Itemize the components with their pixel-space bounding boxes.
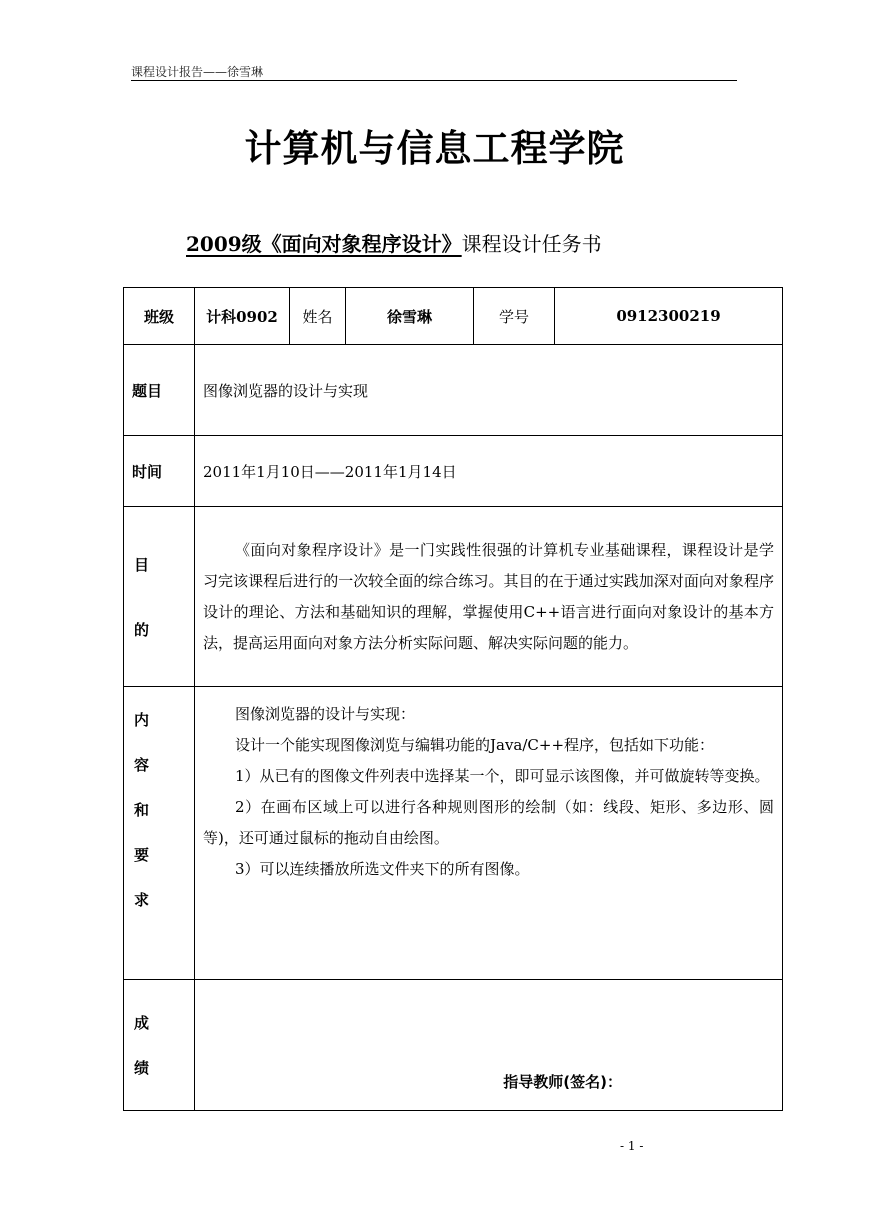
purpose-row: [124, 507, 783, 687]
document-title: 计算机与信息工程学院: [244, 127, 625, 170]
content-label: [124, 687, 195, 980]
purpose-text: 《面向对象程序设计》是一门实践性很强的计算机专业基础课程，课程设计是学习完该课程后进行的一次较全面的综合练习。其目的在于通过实践加深对面向对象程序设计的理论、方法和基础知识的理解，掌握使用C++语言进行面向对象设计的基本方法，提高运用面向对象方法分析实际问题、解决实际问题的能力。: [195, 507, 783, 687]
id-label: 学号: [474, 288, 555, 345]
task-table: [123, 287, 783, 1111]
content-label-char-1: 内: [134, 711, 150, 729]
page-number: - 1 -: [620, 1139, 644, 1153]
purpose-label: [124, 507, 195, 687]
teacher-signature-label: 指导教师(签名)：: [503, 1073, 622, 1091]
header-rule: [131, 80, 737, 81]
topic-value: 图像浏览器的设计与实现: [195, 345, 783, 436]
time-row: [124, 436, 783, 507]
name-label: 姓名: [290, 288, 346, 345]
content-line-1: 图像浏览器的设计与实现：: [235, 705, 416, 723]
purpose-label-char-1: 目: [134, 555, 150, 574]
topic-row: [124, 345, 783, 436]
content-line-2: 设计一个能实现图像浏览与编辑功能的Java/C++程序，包括如下功能：: [235, 736, 715, 754]
grade-cell: [195, 980, 783, 1111]
info-row: [124, 288, 783, 345]
content-line-5: 3）可以连续播放所选文件夹下的所有图像。: [235, 860, 530, 878]
grade-label-char-1: 成: [134, 1014, 150, 1032]
content-line-3: 1）从已有的图像文件列表中选择某一个，即可显示该图像，并可做旋转等变换。: [235, 767, 770, 785]
topic-label: 题目: [124, 345, 195, 436]
document-subtitle: [186, 228, 602, 257]
time-value: 2011年1月10日——2011年1月14日: [195, 436, 783, 507]
content-line-4: 2）在画布区域上可以进行各种规则图形的绘制（如：线段、矩形、多边形、圆等)，还可通过鼠标的拖动自由绘图。: [203, 798, 774, 847]
purpose-label-char-2: 的: [134, 620, 150, 639]
content-label-char-3: 和: [134, 801, 150, 819]
content-text: [195, 687, 783, 980]
class-label: 班级: [124, 288, 195, 345]
grade-label: [124, 980, 195, 1111]
name-value: 徐雪琳: [346, 288, 474, 345]
id-value: 0912300219: [555, 288, 783, 345]
content-label-char-2: 容: [134, 756, 150, 774]
grade-row: [124, 980, 783, 1111]
content-label-char-4: 要: [134, 846, 150, 864]
content-label-char-5: 求: [134, 891, 150, 909]
class-value: 计科0902: [195, 288, 290, 345]
content-row: [124, 687, 783, 980]
subtitle-rest: 课程设计任务书: [461, 232, 602, 256]
time-label: 时间: [124, 436, 195, 507]
grade-label-char-2: 绩: [134, 1059, 150, 1077]
running-header: 课程设计报告——徐雪琳: [131, 65, 264, 79]
subtitle-course: 2009级《面向对象程序设计》: [186, 232, 462, 256]
